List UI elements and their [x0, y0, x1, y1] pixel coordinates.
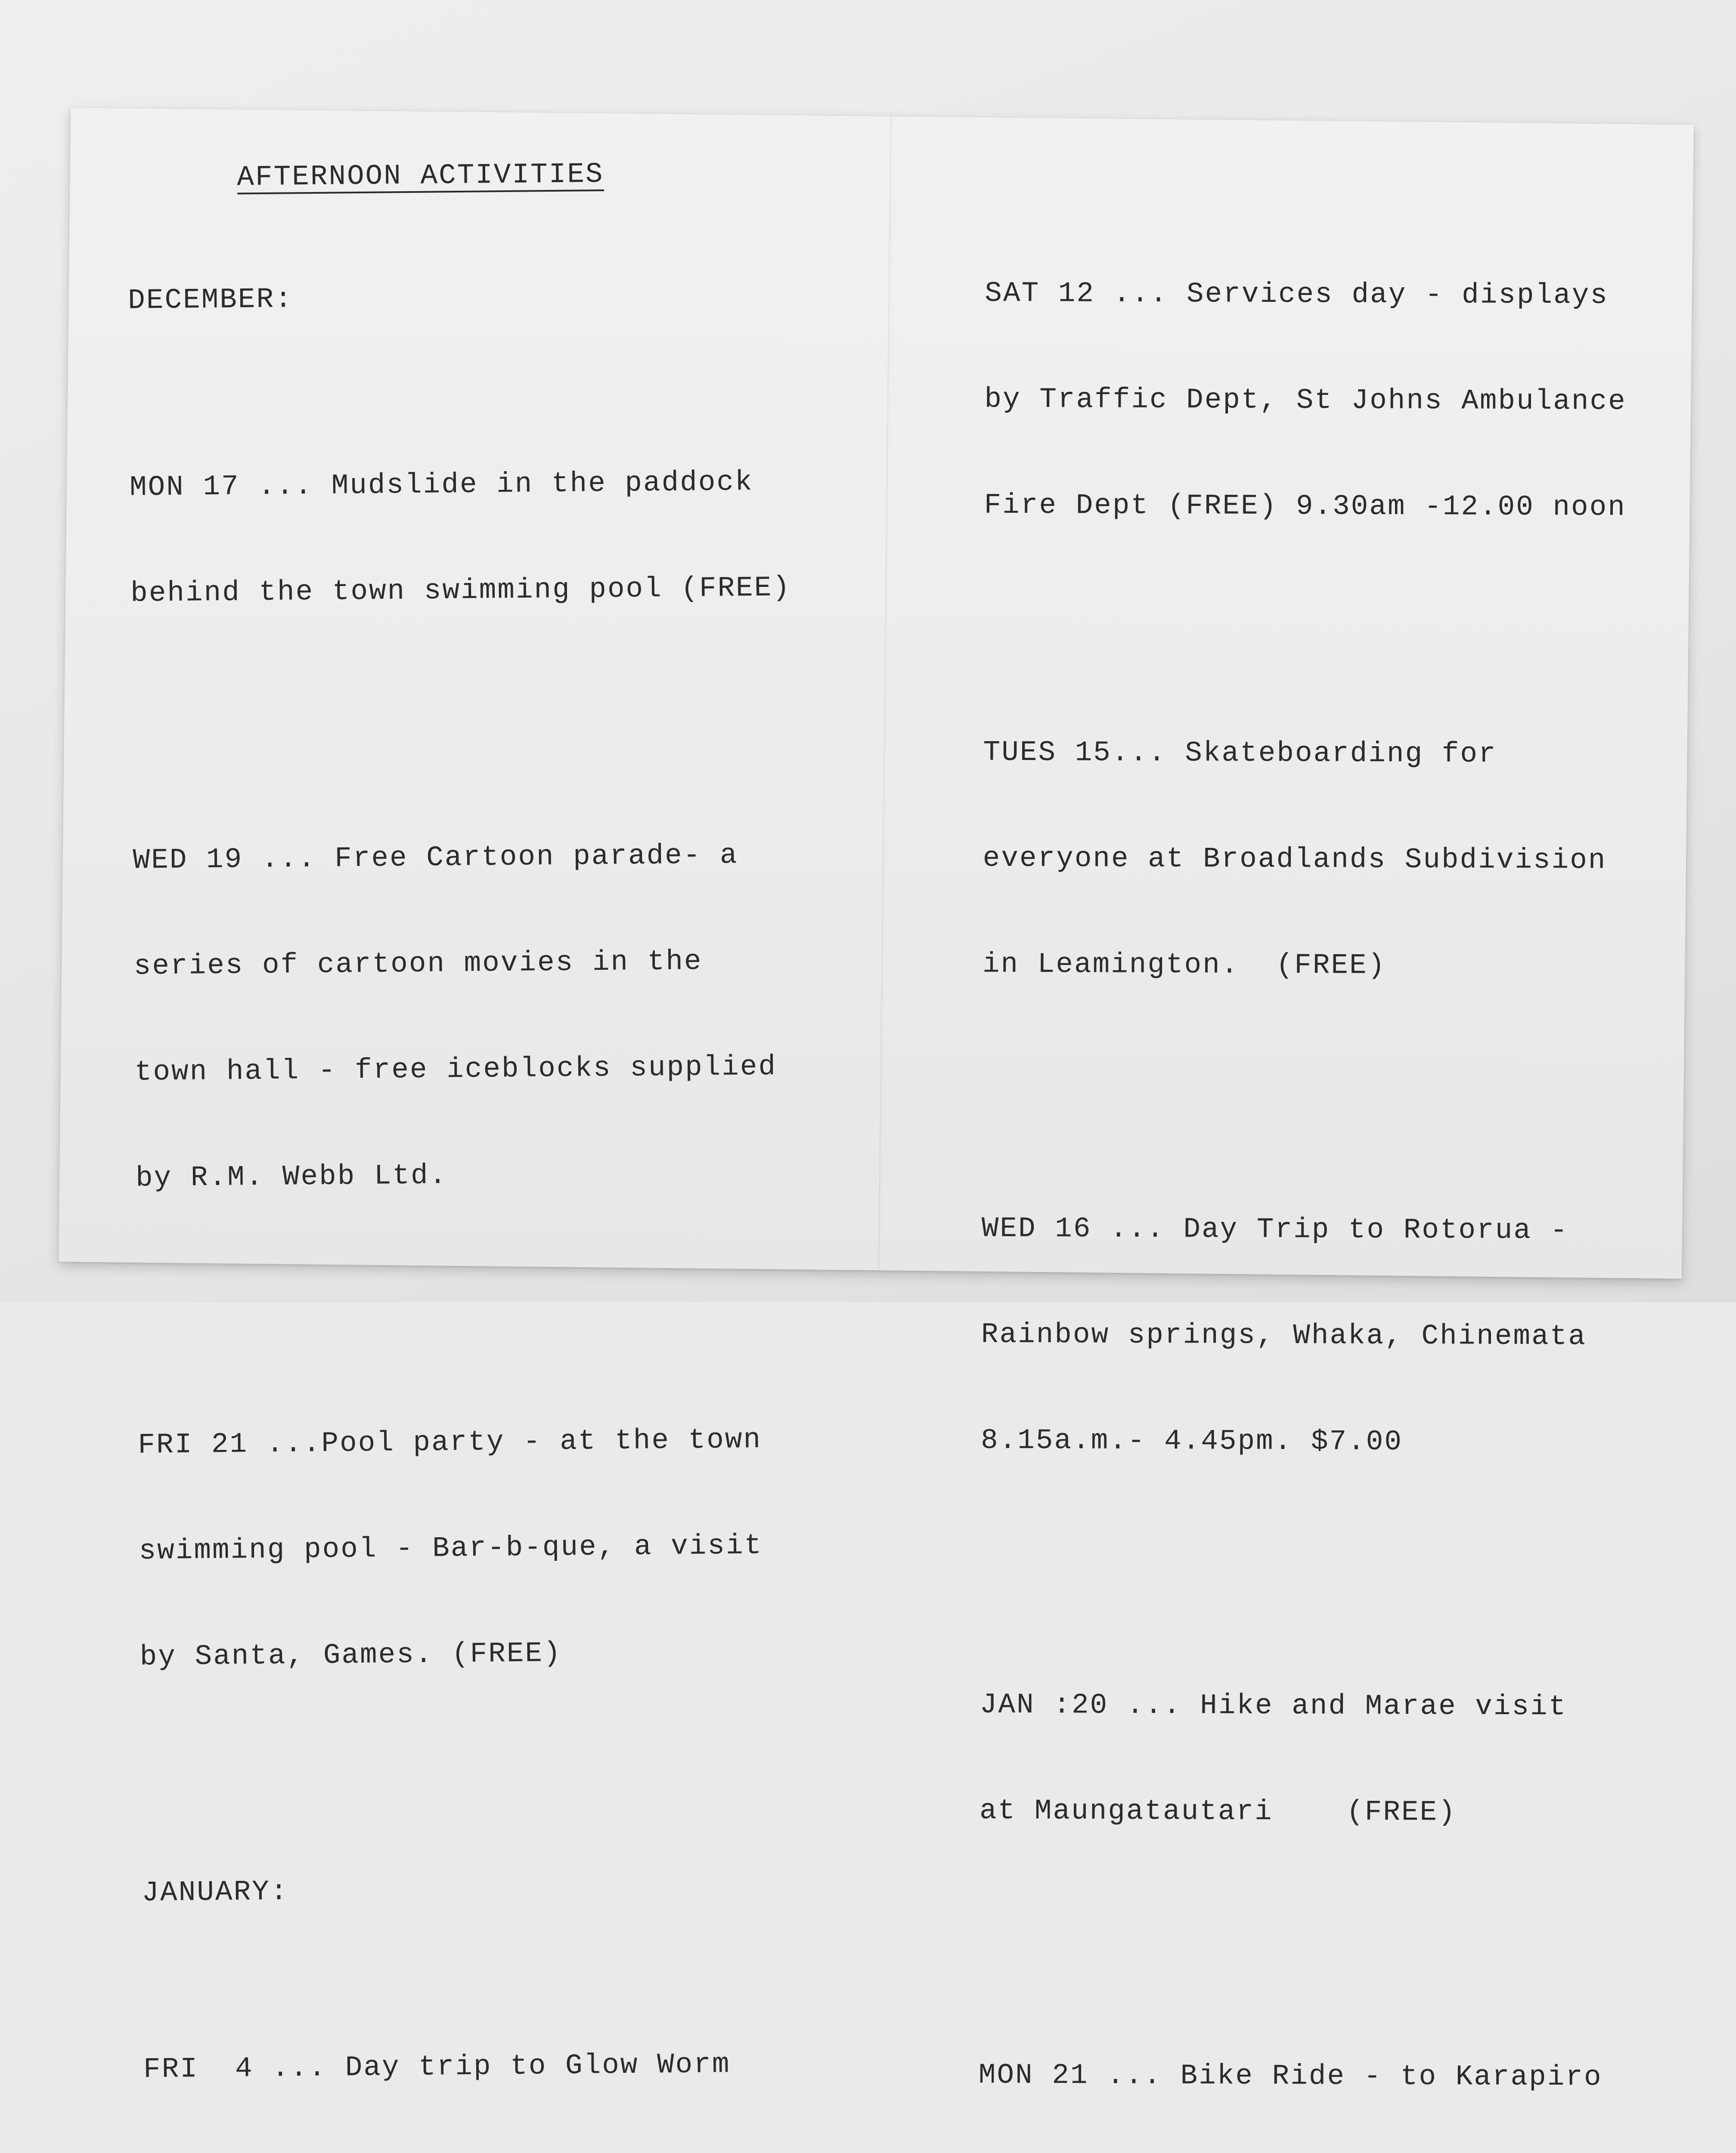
month-heading-december: DECEMBER: [127, 283, 294, 317]
entry-line: Fire Dept (FREE) 9.30am -12.00 noon [984, 489, 1626, 524]
entry-line [144, 2151, 920, 2153]
entry-line: JAN :20 ... Hike and Marae visit [980, 1688, 1567, 1723]
entry-line: TUES 15... Skateboarding for [983, 736, 1497, 770]
entry-line: by R.M. Webb Ltd. [135, 1159, 448, 1194]
entry-mon-21 [976, 1987, 1677, 2153]
entry-line: in Leamington. (FREE) [982, 948, 1386, 982]
entry-line: FRI 4 ... Day trip to Glow Worm [143, 2048, 731, 2086]
entry-line: WED 16 ... Day Trip to Rotorua - [981, 1212, 1569, 1247]
entry-line: by Traffic Dept, St Johns Ambulance [984, 383, 1627, 418]
entry-line: swimming pool - Bar-b-que, a visit [139, 1529, 763, 1567]
entry-line: 8.15a.m.- 4.45pm. $7.00 [980, 1424, 1403, 1458]
entry-sat-12 [984, 205, 1683, 596]
entry-jan-20 [979, 1617, 1677, 1902]
entry-wed-19 [132, 766, 911, 1267]
entry-line: FRI 21 ...Pool party - at the town [138, 1423, 762, 1461]
entry-fri-21 [137, 1350, 916, 1746]
entry-line: behind the town swimming pool (FREE) [130, 571, 791, 610]
right-page [972, 135, 1683, 2153]
entry-line: MON 17 ... Mudslide in the paddock [129, 466, 753, 504]
entry-wed-16 [980, 1141, 1679, 1532]
entry-line: at Maungatautari (FREE) [979, 1794, 1457, 1829]
left-page [127, 119, 936, 2153]
entry-line: SAT 12 ... Services day - displays [985, 277, 1609, 312]
entry-fri-4 [143, 1975, 923, 2153]
folded-leaflet [59, 108, 1694, 2094]
entry-line: by Santa, Games. (FREE) [140, 1637, 562, 1673]
entry-line: town hall - free iceblocks supplied [134, 1050, 777, 1089]
entry-line: Rainbow springs, Whaka, Chinemata [981, 1318, 1587, 1353]
entry-line: everyone at Broadlands Subdivision [983, 842, 1607, 877]
month-heading-january: JANUARY: [142, 1875, 289, 1909]
entry-line: WED 19 ... Free Cartoon parade- a [133, 839, 738, 877]
entry-tues-15 [982, 664, 1681, 1055]
page-title: AFTERNOON ACTIVITIES [237, 158, 604, 194]
entry-line: MON 21 ... Bike Ride - to Karapiro [978, 2059, 1603, 2094]
entry-line: series of cartoon movies in the [133, 945, 703, 983]
entry-mon-17 [129, 393, 906, 682]
